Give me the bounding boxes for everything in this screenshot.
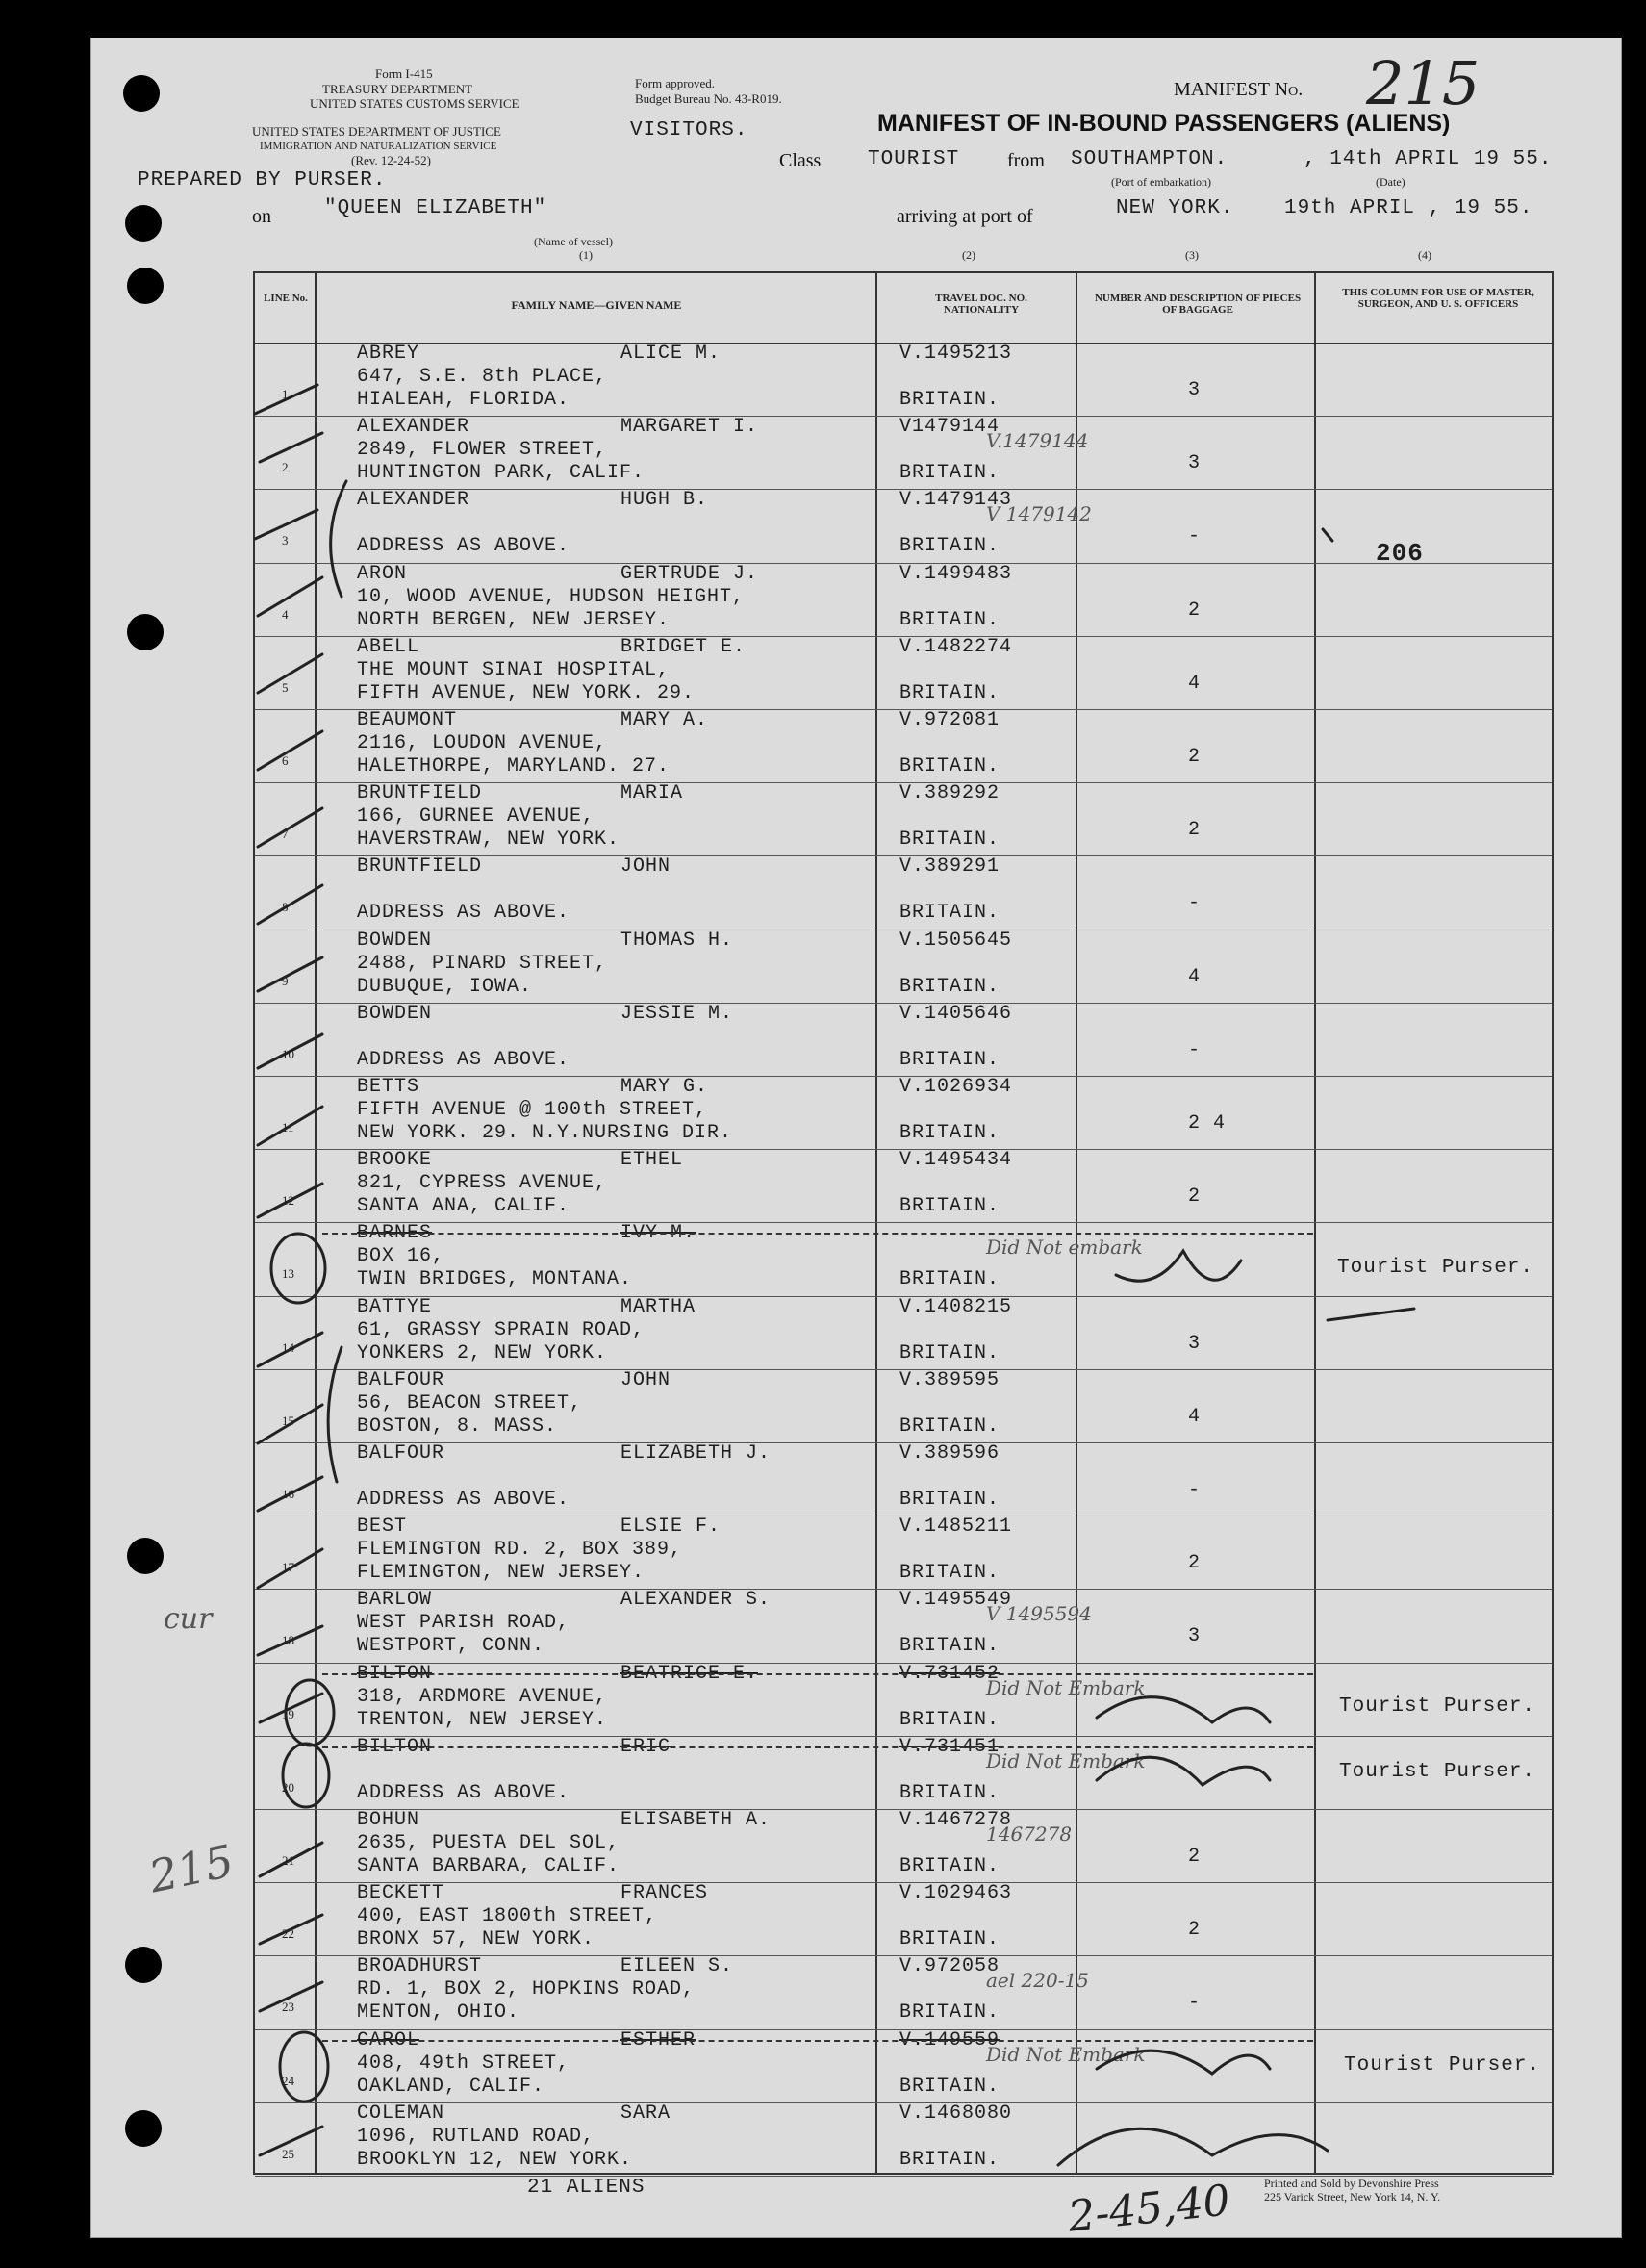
- on-label: on: [252, 206, 271, 227]
- travel-doc-number: V.731451: [899, 1735, 1000, 1758]
- nationality: BRITAIN.: [899, 1708, 1000, 1731]
- embark-date: , 14th APRIL 19 55.: [1304, 148, 1553, 170]
- family-name: BALFOUR: [357, 1368, 445, 1391]
- officer-note: Did Not Embark: [986, 2042, 1146, 2066]
- baggage-count: 3: [1188, 1332, 1202, 1355]
- address-line-1: 408, 49th STREET,: [357, 2051, 570, 2075]
- line-number: 25: [282, 2146, 294, 2161]
- line-number: 19: [282, 1706, 294, 1721]
- printer-credit: Printed and Sold by Devonshire Press: [1264, 2177, 1439, 2190]
- arrival-date: 19th APRIL , 19 55.: [1284, 197, 1533, 219]
- officer-note: ael 220-15: [986, 1969, 1089, 1993]
- family-name: CAROL: [357, 2028, 420, 2051]
- printer-address: 225 Varick Street, New York 14, N. Y.: [1264, 2190, 1441, 2204]
- address-line-1: 2849, FLOWER STREET,: [357, 439, 608, 462]
- line-number: 7: [282, 827, 289, 842]
- address-line-1: 2635, PUESTA DEL SOL,: [357, 1832, 620, 1854]
- arriving-label: arriving at port of: [897, 206, 1033, 227]
- family-name: BETTS: [357, 1076, 420, 1098]
- given-name: ALICE M.: [620, 343, 722, 365]
- officer-note: 1467278: [986, 1822, 1073, 1846]
- address-line-1: WEST PARISH ROAD,: [357, 1612, 570, 1635]
- family-name: BEST: [357, 1516, 408, 1539]
- address-line-1: 61, GRASSY SPRAIN ROAD,: [357, 1318, 646, 1341]
- line-number: 14: [282, 1339, 294, 1355]
- nationality: BRITAIN.: [899, 608, 1000, 631]
- officer-note: Did Not Embark: [986, 1748, 1146, 1772]
- travel-doc-number: V.389595: [899, 1368, 1000, 1391]
- family-name: ARON: [357, 562, 408, 585]
- nationality: BRITAIN.: [899, 1635, 1000, 1658]
- nationality: BRITAIN.: [899, 462, 1000, 485]
- date-note: (Date): [1376, 175, 1405, 189]
- travel-doc-number: V.1485211: [899, 1516, 1013, 1539]
- family-name: ABELL: [357, 635, 420, 658]
- line-number: 5: [282, 679, 289, 695]
- baggage-count: 4: [1188, 1405, 1202, 1428]
- address-line-1: 2116, LOUDON AVENUE,: [357, 732, 608, 754]
- line-number: 9: [282, 973, 289, 988]
- family-name: BECKETT: [357, 1882, 445, 1905]
- given-name: GERTRUDE J.: [620, 562, 759, 585]
- baggage-count: 4: [1188, 672, 1202, 695]
- line-number: 13: [282, 1266, 294, 1282]
- line-number: 12: [282, 1193, 294, 1209]
- travel-doc-number: V.1495549: [899, 1589, 1013, 1612]
- prepared-by: PREPARED BY PURSER.: [138, 169, 387, 191]
- nationality: BRITAIN.: [899, 1048, 1000, 1071]
- family-name: BALFOUR: [357, 1442, 445, 1465]
- line-number: 10: [282, 1046, 294, 1061]
- address-line-2: MENTON, OHIO.: [357, 2001, 520, 2025]
- purser-signoff-13: Tourist Purser.: [1337, 1257, 1534, 1279]
- address-line-1: FIFTH AVENUE @ 100th STREET,: [357, 1099, 708, 1121]
- family-name: BILTON: [357, 1735, 433, 1758]
- from-port: SOUTHAMPTON.: [1071, 148, 1228, 170]
- address-line-2: NORTH BERGEN, NEW JERSEY.: [357, 608, 671, 631]
- address-line-2: HUNTINGTON PARK, CALIF.: [357, 462, 646, 485]
- address-line-2: YONKERS 2, NEW YORK.: [357, 1341, 608, 1364]
- baggage-count: -: [1188, 525, 1202, 548]
- nationality: BRITAIN.: [899, 1489, 1000, 1511]
- travel-doc-number: V.1408215: [899, 1295, 1013, 1318]
- travel-doc-number: V.1482274: [899, 635, 1013, 658]
- budget-bureau: Budget Bureau No. 43-R019.: [635, 91, 782, 106]
- nationality: BRITAIN.: [899, 2001, 1000, 2025]
- form-approved: Form approved.: [635, 76, 716, 90]
- family-name: BROOKE: [357, 1149, 433, 1172]
- visitors-label: VISITORS.: [630, 119, 748, 141]
- baggage-count: -: [1188, 1992, 1202, 2015]
- line-number: 18: [282, 1633, 294, 1648]
- nationality: BRITAIN.: [899, 535, 1000, 558]
- address-line-1: 1096, RUTLAND ROAD,: [357, 2125, 595, 2148]
- family-name: BARLOW: [357, 1589, 433, 1612]
- purser-signoff-20: Tourist Purser.: [1339, 1761, 1536, 1783]
- address-line-2: FIFTH AVENUE, NEW YORK. 29.: [357, 681, 696, 704]
- baggage-count: 2 4: [1188, 1112, 1227, 1134]
- line-number: 24: [282, 2073, 294, 2088]
- nationality: BRITAIN.: [899, 1341, 1000, 1364]
- travel-doc-number: V.1467278: [899, 1809, 1013, 1831]
- baggage-count: 3: [1188, 1625, 1202, 1648]
- line-number: 8: [282, 900, 289, 915]
- class-label: Class: [779, 150, 822, 171]
- line-number: 22: [282, 1926, 294, 1942]
- customs-service: UNITED STATES CUSTOMS SERVICE: [310, 96, 519, 111]
- address-line-2: NEW YORK. 29. N.Y.NURSING DIR.: [357, 1122, 733, 1144]
- given-name: BRIDGET E.: [620, 635, 747, 658]
- travel-doc-number: V.1026934: [899, 1076, 1013, 1098]
- address-line-2: HIALEAH, FLORIDA.: [357, 389, 570, 411]
- address-line-1: THE MOUNT SINAI HOSPITAL,: [357, 658, 671, 681]
- address-line-2: SANTA ANA, CALIF.: [357, 1195, 570, 1218]
- col-header-officers: THIS COLUMN FOR USE OF MASTER, SURGEON, AND U. S. OFFICERS: [1342, 287, 1534, 310]
- nationality: BRITAIN.: [899, 1562, 1000, 1585]
- given-name: ELSIE F.: [620, 1516, 722, 1539]
- travel-doc-number: V.1495434: [899, 1149, 1013, 1172]
- baggage-count: 2: [1188, 1185, 1202, 1209]
- address-line-2: BOSTON, 8. MASS.: [357, 1414, 558, 1438]
- given-name: FRANCES: [620, 1882, 709, 1905]
- form-revision: (Rev. 12-24-52): [351, 153, 431, 167]
- given-name: MARTHA: [620, 1295, 696, 1318]
- family-name: BRUNTFIELD: [357, 855, 483, 879]
- address-line-2: BRONX 57, NEW YORK.: [357, 1928, 595, 1951]
- nationality: BRITAIN.: [899, 2148, 1000, 2171]
- purser-signoff-24: Tourist Purser.: [1344, 2054, 1541, 2077]
- address-line-1: 166, GURNEE AVENUE,: [357, 805, 595, 828]
- given-name: ERIC: [620, 1735, 671, 1758]
- travel-doc-number: V.1499483: [899, 562, 1013, 585]
- nationality: BRITAIN.: [899, 1414, 1000, 1438]
- nationality: BRITAIN.: [899, 975, 1000, 998]
- family-name: COLEMAN: [357, 2102, 445, 2125]
- given-name: JOHN: [620, 1368, 671, 1391]
- given-name: IVY M.: [620, 1222, 696, 1245]
- officer-note: V.1479144: [986, 429, 1089, 453]
- address-line-1: 647, S.E. 8th PLACE,: [357, 366, 608, 388]
- baggage-count: 2: [1188, 1919, 1202, 1942]
- address-line-2: HAVERSTRAW, NEW YORK.: [357, 828, 620, 852]
- baggage-count: -: [1188, 892, 1202, 915]
- baggage-count: 2: [1188, 746, 1202, 768]
- address-line-1: 10, WOOD AVENUE, HUDSON HEIGHT,: [357, 585, 746, 608]
- family-name: ALEXANDER: [357, 489, 470, 512]
- arrival-port: NEW YORK.: [1116, 197, 1234, 219]
- travel-doc-number: V.389292: [899, 782, 1000, 805]
- baggage-count: 2: [1188, 1552, 1202, 1575]
- travel-doc-number: V.972058: [899, 1955, 1000, 1978]
- given-name: ESTHER: [620, 2028, 696, 2051]
- line-number: 4: [282, 606, 289, 622]
- col3-number: (3): [1185, 248, 1199, 262]
- address-line-2: ADDRESS AS ABOVE.: [357, 1489, 570, 1511]
- travel-doc-number: V.1405646: [899, 1002, 1013, 1025]
- family-name: ALEXANDER: [357, 416, 470, 439]
- family-name: BATTYE: [357, 1295, 433, 1318]
- purser-signoff-19: Tourist Purser.: [1339, 1695, 1536, 1718]
- aliens-total: 21 ALIENS: [527, 2177, 646, 2199]
- nationality: BRITAIN.: [899, 755, 1000, 777]
- given-name: SARA: [620, 2102, 671, 2125]
- address-line-2: ADDRESS AS ABOVE.: [357, 902, 570, 925]
- bottom-handwriting: 2-45,40: [1065, 2176, 1233, 2242]
- family-name: BROADHURST: [357, 1955, 483, 1978]
- justice-dept: UNITED STATES DEPARTMENT OF JUSTICE: [252, 124, 501, 139]
- family-name: BOWDEN: [357, 929, 433, 952]
- address-line-1: 821, CYPRESS AVENUE,: [357, 1172, 608, 1195]
- travel-doc-number: V.731452: [899, 1662, 1000, 1685]
- col4-number: (4): [1418, 248, 1431, 262]
- address-line-1: 400, EAST 1800th STREET,: [357, 1905, 658, 1928]
- nationality: BRITAIN.: [899, 902, 1000, 925]
- officer-note: V 1479142: [986, 502, 1092, 526]
- baggage-count: 2: [1188, 1846, 1202, 1868]
- travel-doc-number: V.1479143: [899, 489, 1013, 512]
- officer-note: Did Not Embark: [986, 1675, 1146, 1699]
- col-header-line: LINE No.: [264, 293, 308, 304]
- form-number: Form I-415: [375, 66, 433, 81]
- address-line-2: ADDRESS AS ABOVE.: [357, 1048, 570, 1071]
- family-name: ABREY: [357, 343, 420, 365]
- given-name: JOHN: [620, 855, 671, 879]
- travel-doc-number: V.1505645: [899, 929, 1013, 952]
- given-name: JESSIE M.: [620, 1002, 734, 1025]
- line-number: 3: [282, 533, 289, 548]
- class-value: TOURIST: [868, 148, 960, 170]
- manifest-title: MANIFEST OF IN-BOUND PASSENGERS (ALIENS): [877, 110, 1451, 137]
- line-number: 16: [282, 1487, 294, 1501]
- given-name: ELISABETH A.: [620, 1809, 772, 1831]
- family-name: BILTON: [357, 1662, 433, 1685]
- margin-note: cur: [164, 1602, 213, 1636]
- nationality: BRITAIN.: [899, 1195, 1000, 1218]
- line-number: 23: [282, 2000, 294, 2015]
- address-line-2: OAKLAND, CALIF.: [357, 2075, 545, 2098]
- baggage-count: 3: [1188, 379, 1202, 401]
- given-name: MARGARET I.: [620, 416, 759, 439]
- line-number: 17: [282, 1560, 294, 1575]
- vessel-note: (Name of vessel): [534, 235, 613, 248]
- officer-note: V 1495594: [986, 1602, 1092, 1626]
- line-number: 15: [282, 1413, 294, 1428]
- address-line-2: TWIN BRIDGES, MONTANA.: [357, 1268, 633, 1291]
- baggage-count: -: [1188, 1479, 1202, 1501]
- address-line-2: HALETHORPE, MARYLAND. 27.: [357, 755, 671, 777]
- address-line-2: ADDRESS AS ABOVE.: [357, 1781, 570, 1804]
- vessel-name: "QUEEN ELIZABETH": [324, 197, 547, 219]
- address-line-1: FLEMINGTON RD. 2, BOX 389,: [357, 1539, 683, 1562]
- travel-doc-number: V.972081: [899, 709, 1000, 731]
- family-name: BEAUMONT: [357, 709, 458, 731]
- given-name: MARIA: [620, 782, 684, 805]
- col1-number: (1): [579, 248, 593, 262]
- officer-code: 206: [1376, 539, 1424, 568]
- col-header-doc: TRAVEL DOC. NO. NATIONALITY: [935, 293, 1027, 316]
- line-number: 1: [282, 387, 289, 401]
- ins-service: IMMIGRATION AND NATURALIZATION SERVICE: [260, 140, 497, 152]
- given-name: ETHEL: [620, 1149, 684, 1172]
- address-line-2: FLEMINGTON, NEW JERSEY.: [357, 1562, 646, 1585]
- manifest-no-label: MANIFEST No.: [1174, 79, 1304, 100]
- family-name: BOWDEN: [357, 1002, 433, 1025]
- address-line-2: DUBUQUE, IOWA.: [357, 975, 533, 998]
- nationality: BRITAIN.: [899, 389, 1000, 411]
- embark-note: (Port of embarkation): [1111, 175, 1211, 189]
- nationality: BRITAIN.: [899, 2075, 1000, 2098]
- travel-doc-number: V1479144: [899, 416, 1000, 439]
- line-number: 6: [282, 753, 289, 768]
- line-number: 21: [282, 1853, 294, 1868]
- travel-doc-number: V.1495213: [899, 343, 1013, 365]
- officer-note: Did Not embark: [986, 1236, 1143, 1260]
- address-line-1: BOX 16,: [357, 1245, 445, 1268]
- travel-doc-number: V.389596: [899, 1442, 1000, 1465]
- nationality: BRITAIN.: [899, 1122, 1000, 1144]
- given-name: MARY A.: [620, 709, 709, 731]
- address-line-1: 2488, PINARD STREET,: [357, 952, 608, 975]
- baggage-count: -: [1188, 1038, 1202, 1061]
- address-line-2: ADDRESS AS ABOVE.: [357, 535, 570, 558]
- baggage-count: 2: [1188, 599, 1202, 622]
- nationality: BRITAIN.: [899, 1781, 1000, 1804]
- baggage-count: 2: [1188, 819, 1202, 842]
- address-line-2: TRENTON, NEW JERSEY.: [357, 1708, 608, 1731]
- col2-number: (2): [962, 248, 975, 262]
- nationality: BRITAIN.: [899, 1928, 1000, 1951]
- address-line-1: 56, BEACON STREET,: [357, 1391, 583, 1414]
- family-name: BRUNTFIELD: [357, 782, 483, 805]
- family-name: BARNES: [357, 1222, 433, 1245]
- nationality: BRITAIN.: [899, 1855, 1000, 1877]
- travel-doc-number: V.1029463: [899, 1882, 1013, 1905]
- col-header-name: FAMILY NAME—GIVEN NAME: [511, 298, 682, 312]
- treasury-dept: TREASURY DEPARTMENT: [322, 82, 473, 96]
- nationality: BRITAIN.: [899, 1268, 1000, 1291]
- given-name: MARY G.: [620, 1076, 709, 1098]
- nationality: BRITAIN.: [899, 828, 1000, 852]
- line-number: 20: [282, 1779, 294, 1795]
- address-line-2: WESTPORT, CONN.: [357, 1635, 545, 1658]
- from-label: from: [1007, 150, 1045, 171]
- baggage-count: 4: [1188, 965, 1202, 988]
- address-line-1: 318, ARDMORE AVENUE,: [357, 1685, 608, 1708]
- travel-doc-number: V.389291: [899, 855, 1000, 879]
- address-line-2: BROOKLYN 12, NEW YORK.: [357, 2148, 633, 2171]
- baggage-count: 3: [1188, 452, 1202, 475]
- col-header-baggage: NUMBER AND DESCRIPTION OF PIECES OF BAGGAGE: [1094, 293, 1302, 316]
- given-name: ALEXANDER S.: [620, 1589, 772, 1612]
- line-number: 11: [282, 1120, 294, 1134]
- given-name: ELIZABETH J.: [620, 1442, 772, 1465]
- given-name: BEATRICE E.: [620, 1662, 759, 1685]
- line-number: 2: [282, 460, 289, 475]
- manifest-number: 215: [1366, 48, 1481, 118]
- address-line-1: RD. 1, BOX 2, HOPKINS ROAD,: [357, 1978, 696, 2001]
- travel-doc-number: V.1468080: [899, 2102, 1013, 2125]
- family-name: BOHUN: [357, 1809, 420, 1831]
- given-name: HUGH B.: [620, 489, 709, 512]
- address-line-2: SANTA BARBARA, CALIF.: [357, 1855, 620, 1877]
- travel-doc-number: V.149559: [899, 2028, 1000, 2051]
- nationality: BRITAIN.: [899, 681, 1000, 704]
- margin-number: 215: [144, 1834, 239, 1903]
- given-name: EILEEN S.: [620, 1955, 734, 1978]
- given-name: THOMAS H.: [620, 929, 734, 952]
